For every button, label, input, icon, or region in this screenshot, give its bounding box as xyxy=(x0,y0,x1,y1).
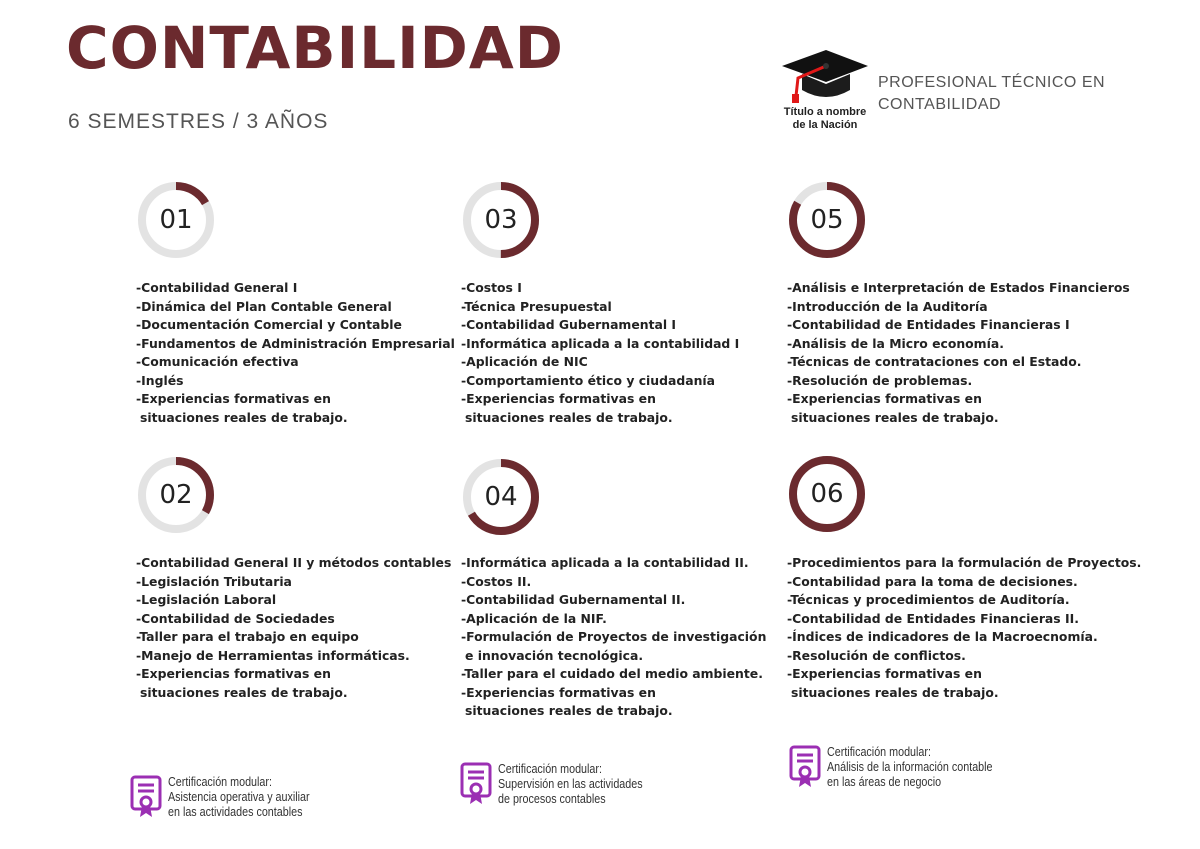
course-item: -Costos I xyxy=(461,280,522,295)
semester-ring-02 xyxy=(136,455,216,535)
semester-number: 04 xyxy=(484,482,518,512)
certification-text xyxy=(827,745,999,790)
semester-number: 03 xyxy=(484,205,518,235)
duration-subtitle: 6 SEMESTRES / 3 AÑOS xyxy=(68,110,329,133)
certification-line: de procesos contables xyxy=(498,792,606,806)
course-item: situaciones reales de trabajo. xyxy=(791,409,999,425)
semester-number: 06 xyxy=(810,479,844,509)
course-item: -Legislación Laboral xyxy=(136,592,277,607)
degree-caption xyxy=(770,106,880,132)
course-item: situaciones reales de trabajo. xyxy=(465,703,673,718)
course-item: -Inglés xyxy=(136,372,184,388)
semester-number: 02 xyxy=(159,480,193,510)
course-list-06 xyxy=(787,554,1141,702)
course-item: -Aplicación de la NIF. xyxy=(461,610,607,626)
course-item: -Procedimientos para la formulación de Proyectos. xyxy=(787,555,1142,570)
course-item: situaciones reales de trabajo. xyxy=(140,684,348,700)
program-line: CONTABILIDAD xyxy=(878,96,1002,113)
course-item: -Experiencias formativas en xyxy=(461,391,656,406)
course-item: -Taller para el cuidado del medio ambiente. xyxy=(461,666,763,681)
semester-ring-03 xyxy=(461,180,541,260)
course-item: situaciones reales de trabajo. xyxy=(791,684,999,700)
degree-caption-line: Título a nombre xyxy=(783,106,867,118)
course-item: -Resolución de conflictos. xyxy=(787,647,966,663)
course-item: -Contabilidad para la toma de decisiones. xyxy=(787,573,1078,589)
course-item: -Contabilidad Gubernamental I xyxy=(461,317,677,332)
certification-2 xyxy=(460,762,690,822)
course-item: -Índices de indicadores de la Macroecnomía. xyxy=(787,629,1098,644)
course-list-03 xyxy=(461,279,739,427)
course-item: -Legislación Tributaria xyxy=(136,573,292,589)
degree-badge xyxy=(770,44,880,139)
course-item: -Experiencias formativas en xyxy=(787,391,982,406)
program-line: PROFESIONAL TÉCNICO EN xyxy=(878,74,1106,91)
course-item: -Introducción de la Auditoría xyxy=(787,298,988,314)
course-item: -Contabilidad de Entidades Financieras II. xyxy=(787,610,1079,626)
course-item: -Análisis de la Micro economía. xyxy=(787,335,1004,351)
page-title: CONTABILIDAD xyxy=(66,14,564,82)
course-item: e innovación tecnológica. xyxy=(465,647,644,663)
course-item: -Contabilidad General II y métodos contables xyxy=(136,555,452,570)
semester-ring-01 xyxy=(136,180,216,260)
certification-line: Supervisión en las actividades xyxy=(498,777,643,791)
certification-text xyxy=(498,762,670,807)
certification-line: en las áreas de negocio xyxy=(827,775,942,789)
course-item: -Dinámica del Plan Contable General xyxy=(136,298,392,314)
course-item: -Contabilidad de Sociedades xyxy=(136,610,335,626)
semester-ring-04 xyxy=(461,457,541,537)
course-item: -Formulación de Proyectos de investigación xyxy=(461,629,767,644)
course-list-04 xyxy=(461,554,766,721)
course-item: -Comportamiento ético y ciudadanía xyxy=(461,372,716,388)
semester-number: 05 xyxy=(810,205,844,235)
course-list-02 xyxy=(136,554,451,702)
certificate-icon xyxy=(460,762,492,806)
course-item: -Documentación Comercial y Contable xyxy=(136,317,402,332)
course-item: -Informática aplicada a la contabilidad I xyxy=(461,335,740,351)
course-item: -Fundamentos de Administración Empresarial xyxy=(136,335,455,351)
course-item: -Técnicas y procedimientos de Auditoría. xyxy=(787,592,1070,607)
certification-line: Certificación modular: xyxy=(498,762,602,776)
course-item: -Experiencias formativas en xyxy=(461,684,656,700)
course-item: -Contabilidad de Entidades Financieras I xyxy=(787,317,1070,332)
certification-1 xyxy=(130,775,360,835)
course-list-05 xyxy=(787,279,1130,427)
certification-3 xyxy=(789,745,1019,805)
course-list-01 xyxy=(136,279,455,427)
semester-number: 01 xyxy=(159,205,193,235)
graduation-cap-icon xyxy=(780,44,870,106)
certification-line: Asistencia operativa y auxiliar xyxy=(168,790,310,804)
course-item: -Contabilidad Gubernamental II. xyxy=(461,592,686,607)
certification-line: Certificación modular: xyxy=(168,775,272,789)
semester-ring-06 xyxy=(787,454,867,534)
semester-ring-05 xyxy=(787,180,867,260)
course-item: -Experiencias formativas en xyxy=(136,391,331,406)
course-item: -Análisis e Interpretación de Estados Financieros xyxy=(787,280,1130,295)
certification-line: Análisis de la información contable xyxy=(827,760,993,774)
course-item: situaciones reales de trabajo. xyxy=(140,409,348,425)
course-item: -Costos II. xyxy=(461,573,532,589)
program-name xyxy=(878,72,1105,116)
certification-line: Certificación modular: xyxy=(827,745,931,759)
course-item: -Aplicación de NIC xyxy=(461,354,588,369)
course-item: -Experiencias formativas en xyxy=(787,666,982,681)
degree-caption-line: de la Nación xyxy=(792,119,858,131)
course-item: -Taller para el trabajo en equipo xyxy=(136,629,359,644)
course-item: situaciones reales de trabajo. xyxy=(465,409,673,425)
certificate-icon xyxy=(789,745,821,789)
course-item: -Técnicas de contrataciones con el Estado. xyxy=(787,354,1082,369)
certification-text xyxy=(168,775,340,820)
course-item: -Resolución de problemas. xyxy=(787,372,973,388)
certification-line: en las actividades contables xyxy=(168,805,303,819)
course-item: -Contabilidad General I xyxy=(136,280,298,295)
certificate-icon xyxy=(130,775,162,819)
course-item: -Experiencias formativas en xyxy=(136,666,331,681)
course-item: -Comunicación efectiva xyxy=(136,354,299,369)
course-item: -Manejo de Herramientas informáticas. xyxy=(136,647,410,663)
course-item: -Técnica Presupuestal xyxy=(461,298,612,314)
course-item: -Informática aplicada a la contabilidad II. xyxy=(461,555,749,570)
